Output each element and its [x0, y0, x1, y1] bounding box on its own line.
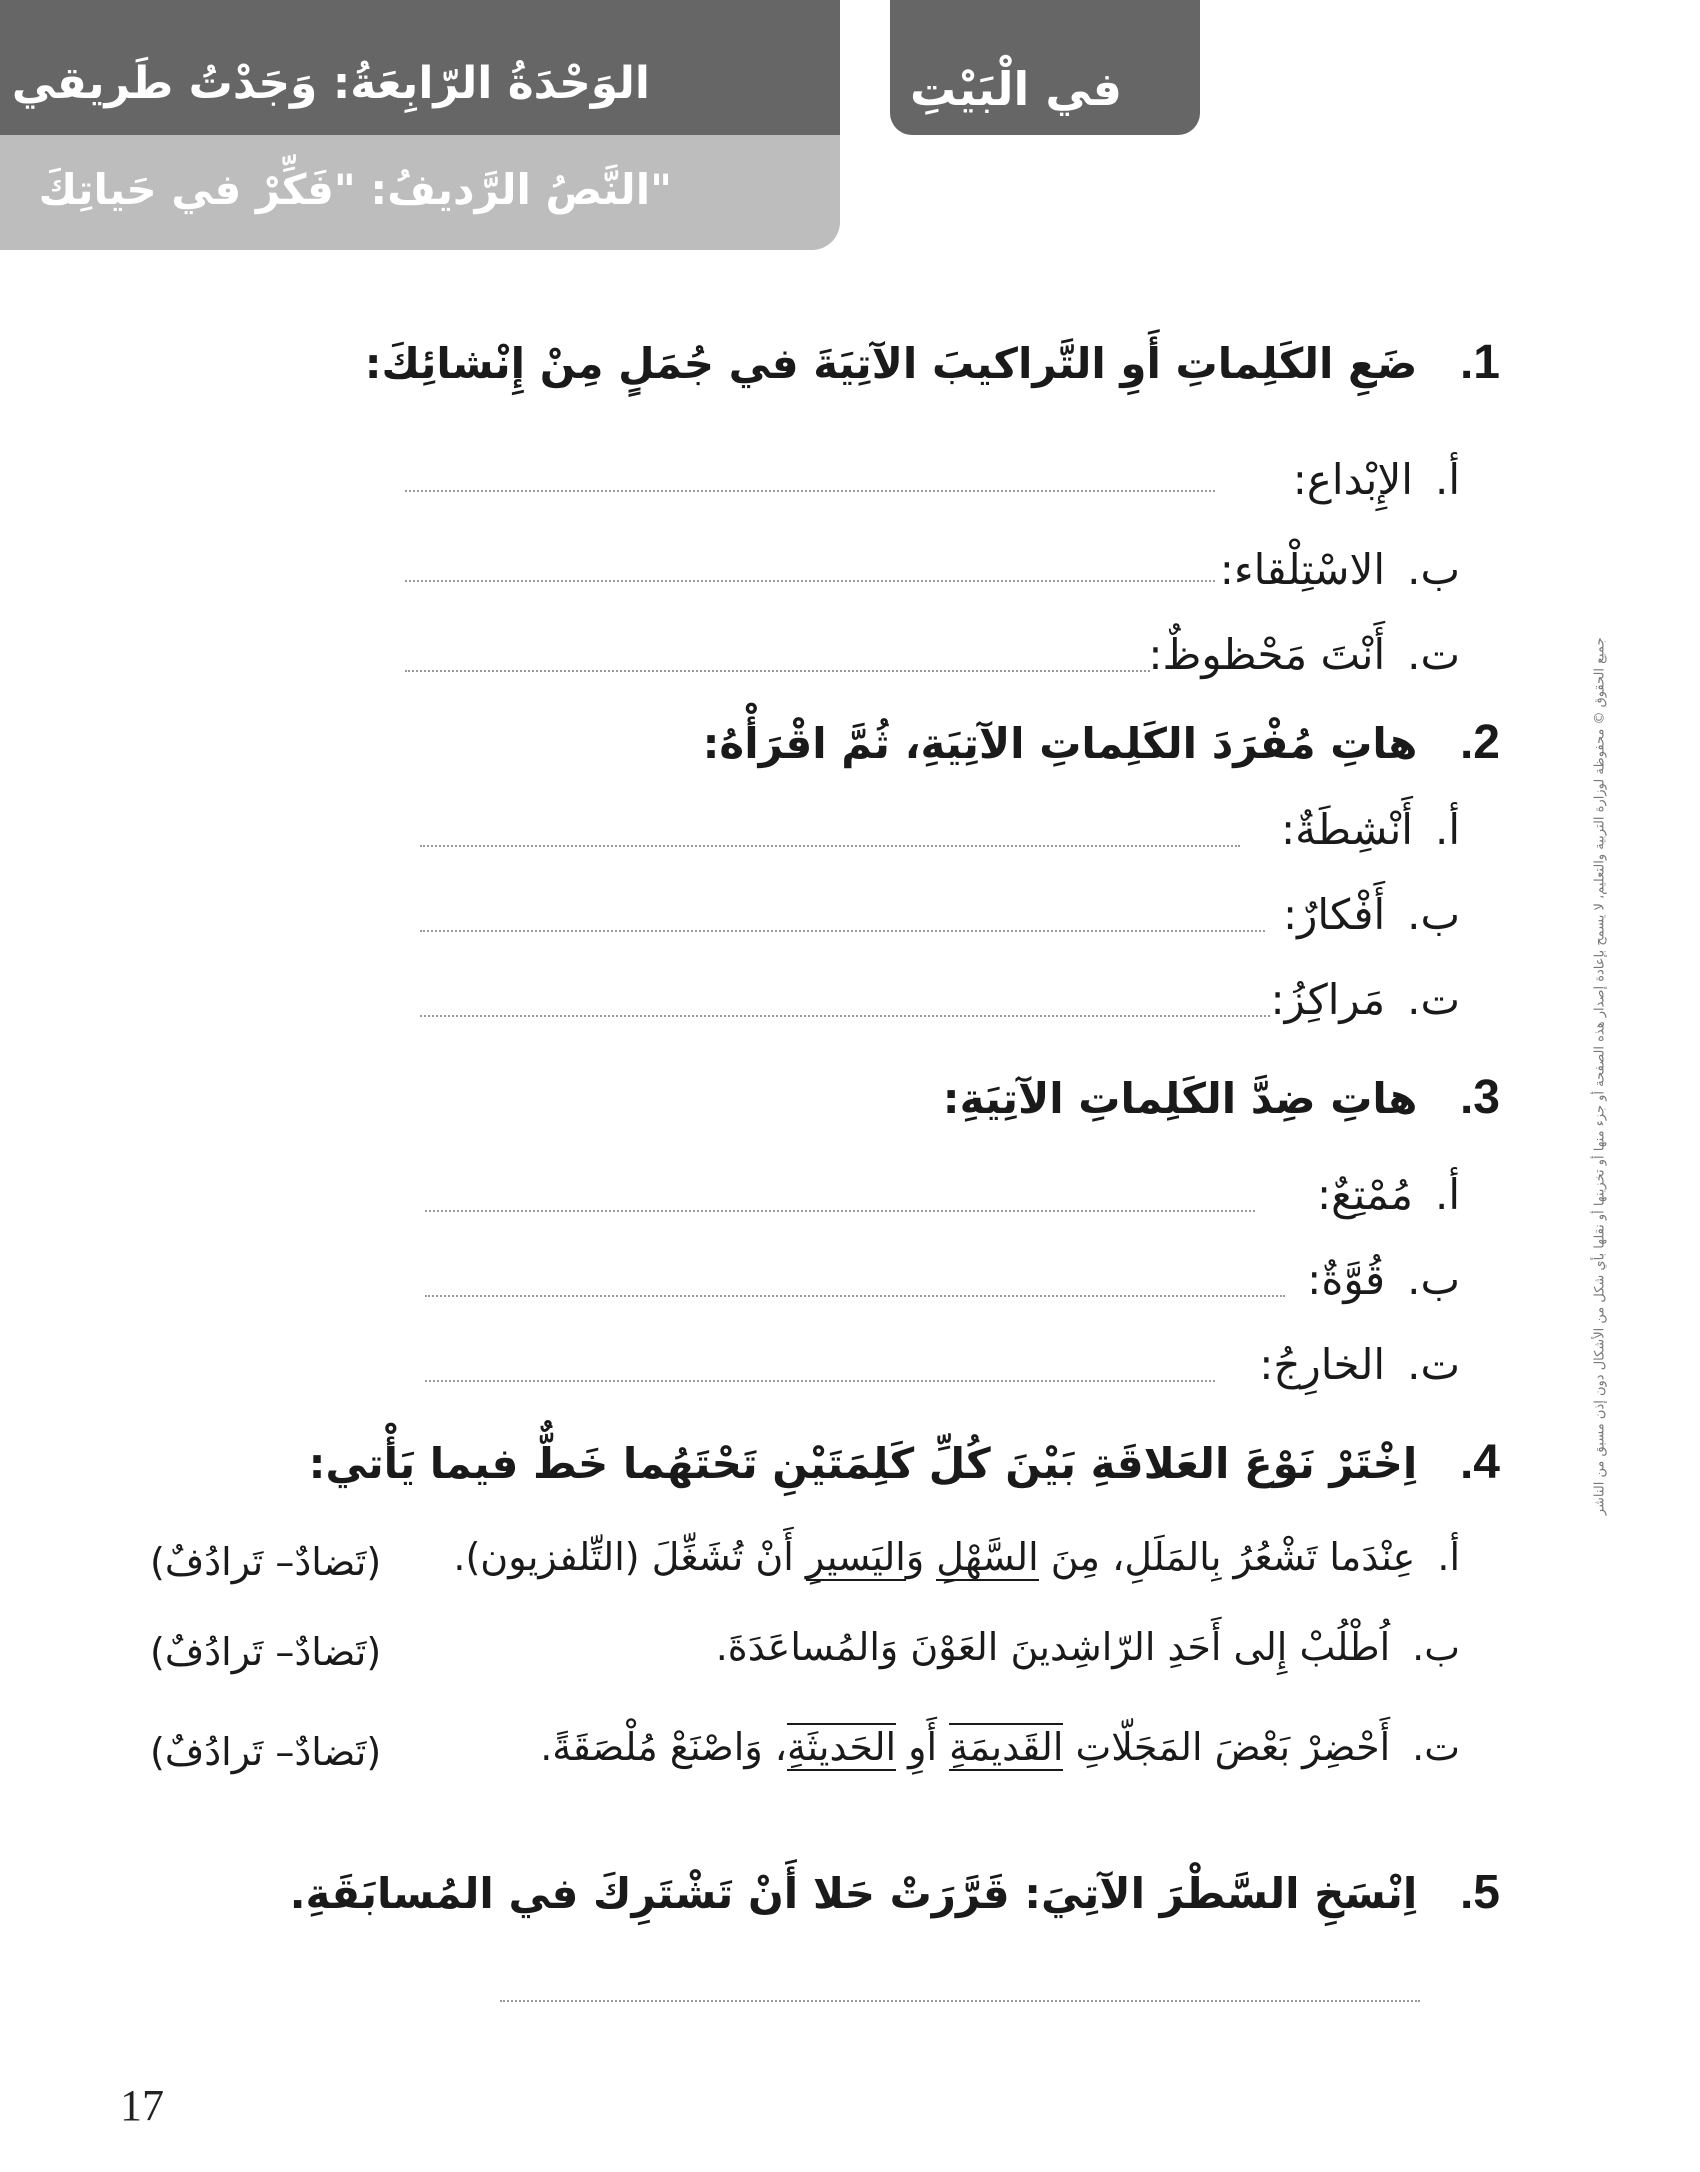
answer-line[interactable]: [420, 930, 1265, 932]
subtitle-band: [0, 135, 840, 250]
question-2: [703, 715, 1500, 770]
answer-item: [1220, 545, 1460, 594]
item-letter: ب.: [1407, 890, 1460, 939]
home-tab: [890, 0, 1200, 135]
underlined-word: اليَسيرِ: [805, 1535, 906, 1579]
answer-line[interactable]: [405, 490, 1215, 492]
question-number: 3.: [1459, 1071, 1500, 1124]
item-letter: ب.: [1407, 545, 1460, 594]
relation-word: المُساعَدَةَ: [727, 1625, 880, 1669]
item-letter: أ.: [1434, 455, 1460, 504]
answer-item: [1307, 1255, 1460, 1304]
relation-item: [716, 1625, 1460, 1669]
item-letter: ت.: [1407, 630, 1460, 679]
sentence-text: .: [715, 1625, 728, 1669]
question-number: 4.: [1459, 1436, 1500, 1489]
sentence-text: اُطْلُبْ إِلى أَحَدِ الرّاشِدينَ: [998, 1625, 1391, 1669]
underlined-word: السَّهْلِ: [936, 1535, 1039, 1579]
relation-choice[interactable]: (تَضادٌ– تَرادُفٌ): [150, 1730, 382, 1774]
question-4: [309, 1435, 1500, 1490]
underlined-word: الحَديثَةِ: [787, 1725, 897, 1769]
item-text: الخارِجُ:: [1259, 1340, 1386, 1389]
unit-header: [0, 0, 840, 135]
item-text: مَراكِزُ:: [1270, 975, 1386, 1024]
question-prompt: اِنْسَخِ السَّطْرَ الآتِيَ: قَرَّرَتْ حَلا أَنْ تَشْتَرِكَ في المُسابَقَةِ.: [289, 1869, 1418, 1918]
answer-line[interactable]: [405, 580, 1215, 582]
item-text: قُوَّةٌ:: [1307, 1255, 1386, 1304]
item-letter: أ.: [1434, 805, 1460, 854]
question-number: 5.: [1459, 1866, 1500, 1919]
question-5: [290, 1865, 1500, 1920]
item-letter: ت.: [1412, 1725, 1460, 1769]
question-1: [365, 335, 1500, 390]
question-prompt: اِخْتَرْ نَوْعَ العَلاقَةِ بَيْنَ كُلِّ كَلِمَتَيْنِ تَحْتَهُما خَطٌّ فيما يَأْتي:: [308, 1439, 1418, 1488]
copyright-note: جميع الحقوق © محفوظة لوزارة التربية والتعليم، لا يسمح بإعادة إصدار هذه الصفحة أو جزء منها أو تخزينها أو نقلها بأي شكل من الأشكال دون إذن مسبق من الناشر: [1592, 637, 1608, 1516]
answer-item: [1270, 975, 1460, 1024]
item-text: أَفْكارٌ:: [1282, 890, 1386, 939]
answer-item: [1281, 805, 1460, 854]
sentence-text: أَنْ تُشَغِّلَ (التِّلفزيون).: [453, 1535, 806, 1579]
item-letter: أ.: [1434, 1170, 1460, 1219]
question-number: 1.: [1459, 336, 1500, 389]
page-number: 17: [120, 2081, 164, 2130]
answer-item: [1317, 1170, 1460, 1219]
question-prompt: هاتِ ضِدَّ الكَلِماتِ الآتِيَةِ:: [942, 1074, 1418, 1123]
answer-line[interactable]: [425, 1295, 1285, 1297]
answer-line[interactable]: [420, 845, 1240, 847]
sentence-text: وَ: [879, 1625, 911, 1669]
relation-choice[interactable]: (تَضادٌ– تَرادُفٌ): [150, 1630, 382, 1674]
answer-item: [1259, 1340, 1460, 1389]
relation-word: العَوْنَ: [910, 1625, 999, 1669]
underlined-word: القَديمَةِ: [949, 1725, 1064, 1769]
answer-item: [1283, 890, 1460, 939]
sentence-text: عِنْدَما تَشْعُرُ بِالمَلَلِ، مِنَ: [1038, 1535, 1416, 1579]
answer-line[interactable]: [425, 1380, 1215, 1382]
answer-item: [1148, 630, 1460, 679]
question-number: 2.: [1459, 716, 1500, 769]
question-prompt: هاتِ مُفْرَدَ الكَلِماتِ الآتِيَةِ، ثُمَّ اقْرَأْهُ:: [702, 719, 1418, 768]
answer-line[interactable]: [420, 1015, 1270, 1017]
item-letter: أ.: [1437, 1535, 1460, 1579]
sentence-text: ، وَاصْنَعْ مُلْصَقَةً.: [540, 1725, 788, 1769]
answer-line[interactable]: [425, 1210, 1255, 1212]
sentence-text: أَوِ: [896, 1725, 950, 1769]
relation-item: [540, 1725, 1460, 1769]
item-letter: ب.: [1412, 1625, 1460, 1669]
item-letter: ب.: [1407, 1255, 1460, 1304]
sentence-text: وَ: [905, 1535, 937, 1579]
home-tab-label: في الْبَيْتِ: [910, 62, 1122, 116]
answer-line[interactable]: [500, 2000, 1420, 2002]
item-text: الاسْتِلْقاء:: [1219, 545, 1386, 594]
item-letter: ت.: [1407, 975, 1460, 1024]
relation-item: [453, 1535, 1460, 1579]
item-letter: ت.: [1407, 1340, 1460, 1389]
question-3: [943, 1070, 1500, 1125]
item-text: أَنْشِطَةٌ:: [1281, 805, 1413, 854]
subtitle: النَّصُ الرَّديفُ: "فَكِّرْ في حَياتِكَ": [38, 165, 672, 214]
item-text: مُمْتِعٌ:: [1317, 1170, 1413, 1219]
unit-title: الوَحْدَةُ الرّابِعَةُ: وَجَدْتُ طَريقي: [11, 58, 650, 109]
question-prompt: ضَعِ الكَلِماتِ أَوِ التَّراكيبَ الآتِيَةَ في جُمَلٍ مِنْ إِنْشائِكَ:: [364, 339, 1418, 388]
answer-line[interactable]: [405, 670, 1150, 672]
sentence-text: أَحْضِرْ بَعْضَ المَجَلّاتِ: [1063, 1725, 1391, 1769]
item-text: أَنْتَ مَحْظوظٌ:: [1148, 630, 1386, 679]
item-text: الإِبْداع:: [1292, 455, 1413, 504]
answer-item: [1293, 455, 1460, 504]
relation-choice[interactable]: (تَضادٌ– تَرادُفٌ): [150, 1540, 382, 1584]
